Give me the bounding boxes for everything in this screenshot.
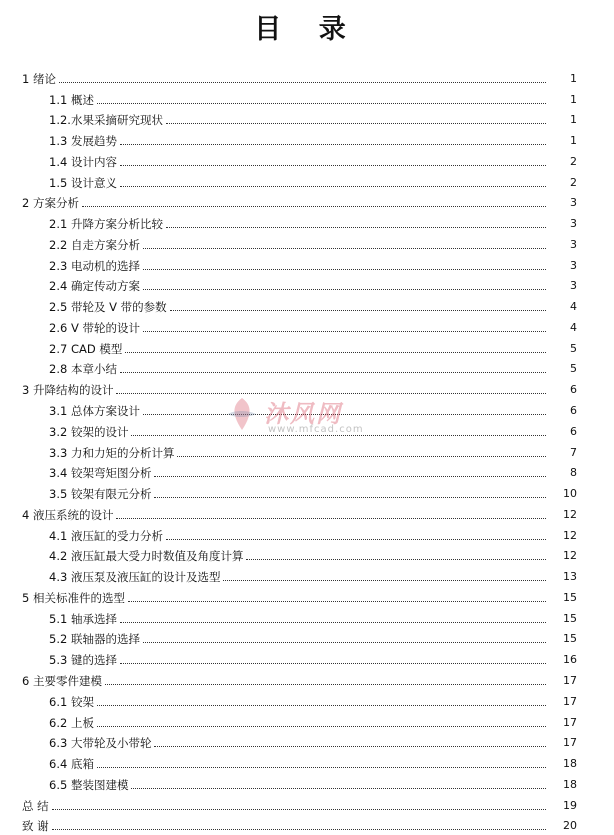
watermark-url: www.mfcad.com [268, 424, 364, 435]
toc-section-entry[interactable] [0, 732, 614, 753]
toc-section-entry[interactable] [0, 295, 614, 316]
toc-entry-label: 6.1 铰架 [49, 694, 94, 709]
toc-page-number: 15 [563, 590, 577, 604]
page-title: 目 录 [254, 14, 360, 45]
toc-section-entry[interactable] [0, 316, 614, 337]
toc-page-number: 6 [570, 424, 577, 438]
dot-leader [97, 704, 546, 706]
dot-leader [143, 330, 546, 332]
toc-section-entry[interactable] [0, 482, 614, 503]
toc-entry-label: 1 绪论 [22, 71, 56, 86]
toc-section-entry[interactable] [0, 233, 614, 254]
toc-section-entry[interactable] [0, 254, 614, 275]
table-of-contents [0, 67, 614, 835]
toc-section-entry[interactable] [0, 648, 614, 669]
toc-entry-label: 2.2 自走方案分析 [49, 237, 140, 252]
toc-entry-label: 3 升降结构的设计 [22, 383, 114, 398]
toc-entry-label: 3.4 铰架弯矩图分析 [49, 466, 152, 481]
toc-page-number: 19 [563, 798, 577, 812]
toc-section-entry[interactable] [0, 337, 614, 358]
dot-leader [154, 496, 546, 498]
toc-page-number: 20 [563, 819, 577, 833]
toc-page-number: 15 [563, 611, 577, 625]
dot-leader [120, 371, 546, 373]
dot-leader [143, 641, 546, 643]
toc-page-number: 17 [563, 736, 577, 750]
toc-entry-label: 1.4 设计内容 [49, 154, 117, 169]
toc-entry-label: 3.5 铰架有限元分析 [49, 487, 152, 502]
toc-entry-label: 4 液压系统的设计 [22, 507, 114, 522]
toc-entry-label: 1.5 设计意义 [49, 175, 117, 190]
toc-page-number: 10 [563, 487, 577, 501]
dot-leader [97, 725, 546, 727]
toc-entry-label: 4.2 液压缸最大受力时数值及角度计算 [49, 549, 244, 564]
dot-leader [246, 558, 546, 560]
toc-entry-label: 总 结 [22, 798, 49, 813]
toc-section-entry[interactable] [0, 150, 614, 171]
toc-section-entry[interactable] [0, 607, 614, 628]
dot-leader [143, 268, 546, 270]
toc-page-number: 17 [563, 673, 577, 687]
toc-page-number: 13 [563, 570, 577, 584]
toc-entry-label: 6.4 底箱 [49, 757, 94, 772]
dot-leader [154, 475, 546, 477]
toc-entry-label: 6.2 上板 [49, 715, 94, 730]
toc-entry-label: 3.3 力和力矩的分析计算 [49, 445, 175, 460]
toc-entry-label: 致 谢 [22, 819, 49, 834]
dot-leader [120, 164, 546, 166]
toc-entry-label: 6.5 整装图建模 [49, 777, 129, 792]
toc-page-number: 2 [570, 175, 577, 189]
toc-section-entry[interactable] [0, 275, 614, 296]
dot-leader [52, 808, 546, 810]
toc-page-number: 8 [570, 466, 577, 480]
dot-leader [97, 766, 546, 768]
toc-page-number: 3 [570, 258, 577, 272]
toc-page-number: 2 [570, 154, 577, 168]
toc-page-number: 3 [570, 279, 577, 293]
toc-page-number: 1 [570, 134, 577, 148]
toc-section-entry[interactable] [0, 129, 614, 150]
dot-leader [97, 102, 546, 104]
dot-leader [125, 351, 546, 353]
toc-section-entry[interactable] [0, 462, 614, 483]
toc-page-number: 3 [570, 217, 577, 231]
toc-entry-label: 2 方案分析 [22, 196, 79, 211]
toc-entry-label: 2.8 本章小结 [49, 362, 117, 377]
toc-entry-label: 2.1 升降方案分析比较 [49, 217, 163, 232]
toc-page-number: 5 [570, 341, 577, 355]
dot-leader [154, 745, 546, 747]
toc-page-number: 6 [570, 383, 577, 397]
toc-entry-label: 2.4 确定传动方案 [49, 279, 140, 294]
toc-entry-label: 3.2 铰架的设计 [49, 424, 129, 439]
toc-entry-label: 5.1 轴承选择 [49, 611, 117, 626]
toc-section-entry[interactable] [0, 171, 614, 192]
toc-entry-label: 5.3 键的选择 [49, 653, 117, 668]
dot-leader [166, 538, 546, 540]
toc-section-entry[interactable] [0, 628, 614, 649]
watermark-logo-icon [222, 394, 262, 434]
dot-leader [105, 683, 546, 685]
toc-page-number: 12 [563, 549, 577, 563]
toc-entry-label: 1.1 概述 [49, 92, 94, 107]
dot-leader [143, 288, 546, 290]
toc-entry-label: 3.1 总体方案设计 [49, 404, 140, 419]
dot-leader [120, 185, 546, 187]
dot-leader [177, 455, 546, 457]
toc-section-entry[interactable] [0, 358, 614, 379]
toc-section-entry[interactable] [0, 690, 614, 711]
toc-page-number: 1 [570, 92, 577, 106]
dot-leader [131, 787, 546, 789]
toc-page-number: 1 [570, 71, 577, 85]
toc-page-number: 17 [563, 694, 577, 708]
toc-page-number: 3 [570, 237, 577, 251]
dot-leader [170, 309, 546, 311]
toc-chapter-entry[interactable] [0, 503, 614, 524]
toc-page-number: 7 [570, 445, 577, 459]
dot-leader [120, 621, 546, 623]
toc-page-number: 3 [570, 196, 577, 210]
toc-entry-label: 2.3 电动机的选择 [49, 258, 140, 273]
toc-page-number: 18 [563, 777, 577, 791]
toc-section-entry[interactable] [0, 545, 614, 566]
dot-leader [128, 600, 546, 602]
toc-section-entry[interactable] [0, 524, 614, 545]
toc-entry-label: 1.2.水果采摘研究现状 [49, 113, 163, 128]
toc-page-number: 17 [563, 715, 577, 729]
toc-entry-label: 2.5 带轮及 V 带的参数 [49, 300, 167, 315]
toc-page-number: 18 [563, 757, 577, 771]
toc-entry-label: 4.3 液压泵及液压缸的设计及选型 [49, 570, 221, 585]
dot-leader [120, 143, 546, 145]
dot-leader [143, 247, 546, 249]
toc-chapter-entry[interactable] [0, 815, 614, 835]
watermark-text: 沐风网 [264, 400, 342, 428]
toc-entry-label: 2.7 CAD 模型 [49, 341, 123, 356]
toc-chapter-entry[interactable] [0, 192, 614, 213]
toc-entry-label: 5.2 联轴器的选择 [49, 632, 140, 647]
watermark [222, 388, 392, 444]
toc-entry-label: 1.3 发展趋势 [49, 134, 117, 149]
toc-section-entry[interactable] [0, 752, 614, 773]
toc-page-number: 4 [570, 300, 577, 314]
toc-chapter-entry[interactable] [0, 794, 614, 815]
toc-section-entry[interactable] [0, 565, 614, 586]
toc-page-number: 15 [563, 632, 577, 646]
toc-section-entry[interactable] [0, 773, 614, 794]
toc-chapter-entry[interactable] [0, 67, 614, 88]
toc-entry-label: 5 相关标准件的选型 [22, 590, 125, 605]
dot-leader [52, 828, 546, 830]
toc-entry-label: 6 主要零件建模 [22, 673, 102, 688]
dot-leader [82, 205, 546, 207]
dot-leader [59, 81, 546, 83]
toc-page-number: 12 [563, 507, 577, 521]
dot-leader [223, 579, 546, 581]
toc-entry-label: 4.1 液压缸的受力分析 [49, 528, 163, 543]
toc-page-number: 6 [570, 404, 577, 418]
toc-chapter-entry[interactable] [0, 586, 614, 607]
toc-section-entry[interactable] [0, 212, 614, 233]
dot-leader [120, 662, 546, 664]
toc-section-entry[interactable] [0, 711, 614, 732]
dot-leader [166, 122, 546, 124]
dot-leader [116, 517, 546, 519]
toc-page-number: 5 [570, 362, 577, 376]
toc-chapter-entry[interactable] [0, 669, 614, 690]
toc-page-number: 12 [563, 528, 577, 542]
toc-section-entry[interactable] [0, 109, 614, 130]
dot-leader [166, 226, 546, 228]
toc-entry-label: 2.6 V 带轮的设计 [49, 320, 140, 335]
toc-page-number: 1 [570, 113, 577, 127]
toc-page-number: 16 [563, 653, 577, 667]
toc-entry-label: 6.3 大带轮及小带轮 [49, 736, 152, 751]
toc-page-number: 4 [570, 320, 577, 334]
toc-section-entry[interactable] [0, 88, 614, 109]
